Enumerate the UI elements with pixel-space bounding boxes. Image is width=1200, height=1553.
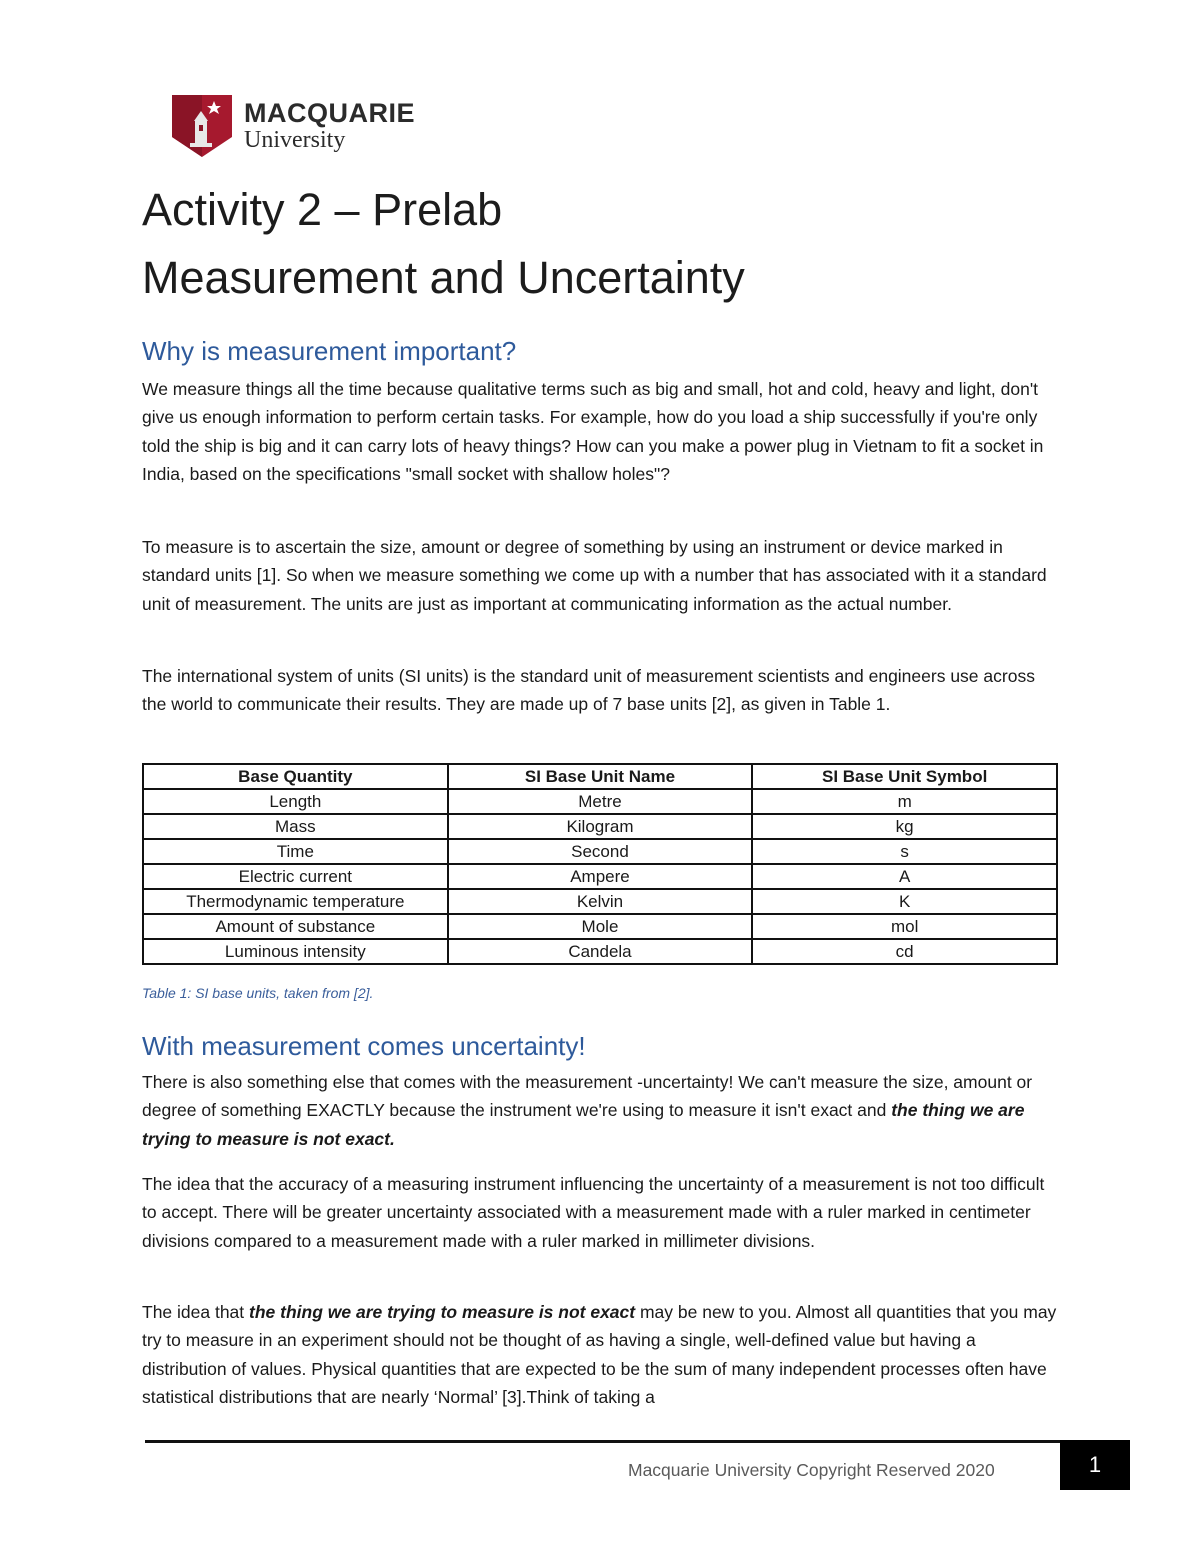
table-cell: mol [752,914,1057,939]
table-row [143,889,1057,914]
paragraph-text [142,1068,1062,1153]
table-row [143,939,1057,964]
page-number-badge [1060,1440,1130,1490]
paragraph-text: The international system of units (SI units) is the standard unit of measurement scientists and engineers use across the world to communicate their results. They are made up of 7 base units [2], as given in Table 1. [142,666,1035,715]
crest-icon [170,93,234,159]
page-title: Activity 2 – Prelab [142,184,503,235]
table-cell: kg [752,814,1057,839]
paragraph-plain-text: There is also something else that comes with the measurement -uncertainty! We can't measure the size, amount or degree of something EXACTLY because the instrument we're using to measure it isn't exact and [142,1072,1033,1121]
table-cell: Luminous intensity [143,939,448,964]
table-header-row [143,764,1057,789]
column-header: Base Quantity [143,764,448,789]
paragraph-si-units [142,662,1062,719]
table-cell: Time [143,839,448,864]
table-cell: Mole [448,914,753,939]
table-cell: Kilogram [448,814,753,839]
logo-wordmark-bottom: University [244,127,346,153]
table-cell: m [752,789,1057,814]
paragraph-instrument-accuracy [142,1170,1062,1255]
paragraph-uncertainty-intro [142,1068,1062,1153]
page-number: 1 [1088,1452,1102,1477]
table-row [143,864,1057,889]
university-logo [170,93,415,159]
paragraph-definition [142,533,1062,618]
logo-wordmark-top: MACQUARIE [244,98,415,128]
table-cell: cd [752,939,1057,964]
paragraph-plain-text: The idea that [142,1302,250,1322]
column-header: SI Base Unit Symbol [752,764,1057,789]
table-cell: K [752,889,1057,914]
table-cell: Mass [143,814,448,839]
footer-copyright: Macquarie University Copyright Reserved 2020 [628,1460,995,1480]
paragraph-plain-text: may be new to you. Almost all quantities that you may try to measure in an experiment should not be thought of as having a single, well-defined value but having a distribution of values. Physical quantities that are expected to be the sum of many independent processes often have statistical distributions that are nearly ‘Normal’ [3].Think of taking a [142,1302,1057,1407]
column-header: SI Base Unit Name [448,764,753,789]
emphasis-text: the thing we are trying to measure is not exact. [142,1100,1025,1149]
table-cell: s [752,839,1057,864]
paragraph-text: The idea that the accuracy of a measuring instrument influencing the uncertainty of a measurement is not too difficult to accept. There will be greater uncertainty associated with a measurement made with a ruler marked in centimeter divisions compared to a measurement made with a ruler marked in millimeter divisions. [142,1174,1045,1251]
emphasis-text: the thing we are trying to measure is not exact [249,1302,636,1322]
section-heading-measurement-importance: Why is measurement important? [142,336,517,366]
section-heading-uncertainty: With measurement comes uncertainty! [142,1031,586,1061]
table-cell: Candela [448,939,753,964]
paragraph-why-measure [142,375,1062,488]
table-cell: Length [143,789,448,814]
table-cell: Ampere [448,864,753,889]
table-cell: Thermodynamic temperature [143,889,448,914]
si-units-table [142,763,1058,965]
table-cell: A [752,864,1057,889]
paragraph-distribution [142,1298,1062,1411]
table-cell: Second [448,839,753,864]
page-subtitle: Measurement and Uncertainty [142,252,745,303]
paragraph-text: To measure is to ascertain the size, amount or degree of something by using an instrument or device marked in standard units [1]. So when we measure something we come up with a number that has associated with it a standard unit of measurement. The units are just as important at communicating information as the actual number. [142,537,1047,614]
paragraph-text [142,1298,1062,1411]
table-row [143,914,1057,939]
table-cell: Kelvin [448,889,753,914]
table-cell: Metre [448,789,753,814]
footer-divider [145,1440,1060,1443]
table-caption: Table 1: SI base units, taken from [2]. [142,985,374,1001]
table-row [143,839,1057,864]
table-cell: Amount of substance [143,914,448,939]
table-cell: Electric current [143,864,448,889]
paragraph-text: We measure things all the time because qualitative terms such as big and small, hot and cold, heavy and light, don't give us enough information to perform certain tasks. For example, how do you load a ship successfully if you're only told the ship is big and it can carry lots of heavy things? How can you make a power plug in Vietnam to fit a socket in India, based on the specifications "small socket with shallow holes"? [142,379,1044,484]
table-row [143,789,1057,814]
table-row [143,814,1057,839]
